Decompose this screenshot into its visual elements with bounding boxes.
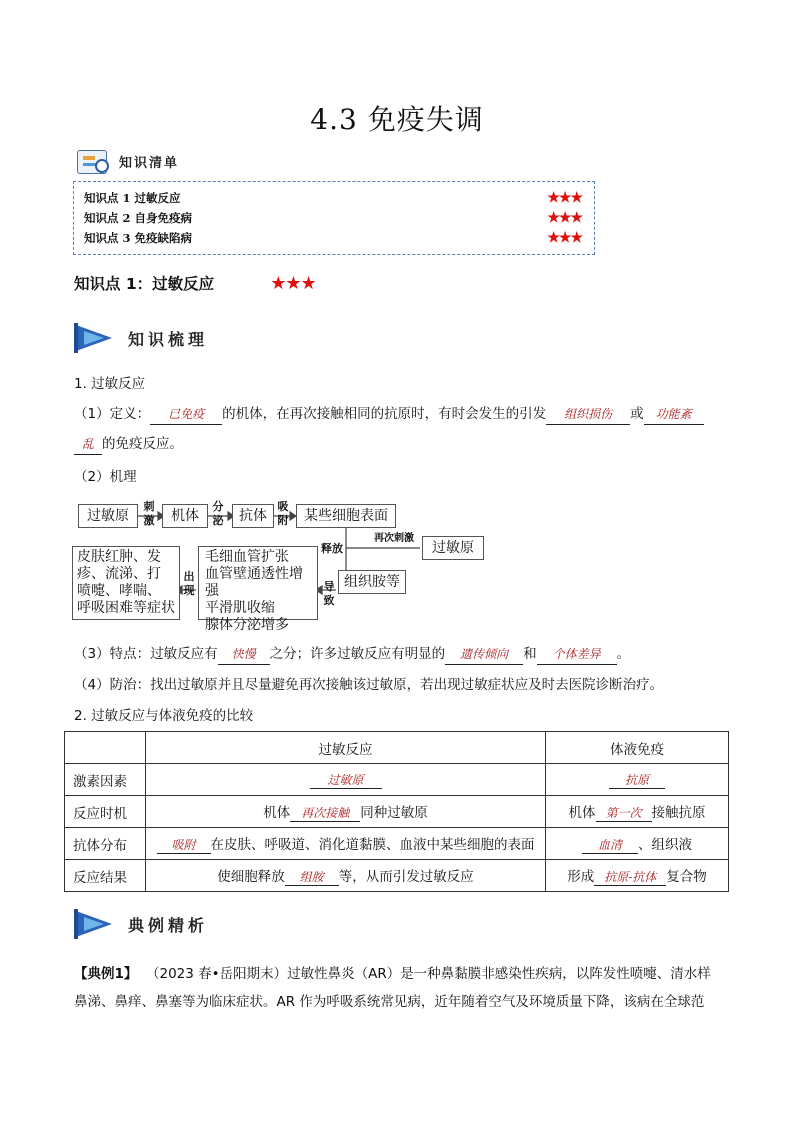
flow-box-antibody: 抗体 <box>232 504 274 528</box>
flow-arrow-label: 刺激 <box>143 500 155 527</box>
fill-blank: 已免疫 <box>150 404 222 425</box>
flow-box-cell-surface: 某些细胞表面 <box>296 504 396 528</box>
table-header-row: 过敏反应 体液免疫 <box>65 732 729 764</box>
knowledge-point-heading: 知识点 1：过敏反应 ★★★ <box>74 273 316 294</box>
rating-stars: ★★★ <box>270 273 316 294</box>
knowledge-list-title: 知识清单 <box>119 155 180 171</box>
flow-arrow-label: 分泌 <box>212 500 224 527</box>
flow-arrow-label: 再次刺激 <box>374 533 414 544</box>
mechanism-heading: （2）机理 <box>74 469 137 485</box>
table-row: 激素因素 过敏原 抗原 <box>65 764 729 796</box>
flow-box-allergen-again: 过敏原 <box>422 536 484 560</box>
knowledge-list-item: 知识点 3 免疫缺陷病 ★★★ <box>84 230 582 246</box>
comparison-table <box>64 731 729 892</box>
table-row: 抗体分布 吸附 在皮肤、呼吸道、消化道黏膜、血液中某些细胞的表面 血清 、组织液 <box>65 828 729 860</box>
fill-blank: 个体差异 <box>537 644 617 665</box>
knowledge-list-item: 知识点 2 自身免疫病 ★★★ <box>84 210 582 226</box>
flow-box-histamine: 组织胺等 <box>338 570 406 594</box>
definition-paragraph-cont: 乱 的免疫反应。 <box>74 434 183 455</box>
example-tag: 【典例1】 <box>74 966 138 982</box>
definition-paragraph: （1）定义： 已免疫 的机体，在再次接触相同的抗原时，有时会发生的引发 组织损伤 或 功能紊 <box>74 404 734 425</box>
table-row: 反应时机 机体 再次接触 同种过敏原 机体 第一次 接触抗原 <box>65 796 729 828</box>
flow-arrow-label: 导致 <box>323 580 335 607</box>
table-row: 反应结果 使细胞释放 组胺 等，从而引发过敏反应 形成 抗原-抗体 复合物 <box>65 860 729 892</box>
fill-blank: 遗传倾向 <box>445 644 523 665</box>
flow-arrow-label: 释放 <box>321 542 343 555</box>
section-heading-examples: 典例精析 <box>72 906 208 942</box>
flow-box-allergen: 过敏原 <box>78 504 138 528</box>
play-arrow-icon <box>72 907 116 941</box>
flow-box-body: 机体 <box>162 504 208 528</box>
flow-arrow-label: 出现 <box>183 570 195 597</box>
knowledge-list-item: 知识点 1 过敏反应 ★★★ <box>84 190 582 206</box>
flow-box-physiological-changes: 毛细血管扩张 血管壁通透性增强 平滑肌收缩 腺体分泌增多 <box>198 546 318 620</box>
fill-blank: 乱 <box>74 434 102 455</box>
heading-allergy: 1. 过敏反应 <box>74 376 146 392</box>
section-heading-review: 知识梳理 <box>72 320 208 356</box>
fill-blank: 功能紊 <box>644 404 704 425</box>
example-paragraph: 【典例1】 （2023 春•岳阳期末）过敏性鼻炎（AR）是一种鼻黏膜非感染性疾病，以阵发性喷嚏、清水样 鼻涕、鼻痒、鼻塞等为临床症状。AR 作为呼吸系统常见病，近年随着空气及环境质量下降，该病在全球范 <box>74 966 711 1010</box>
comparison-heading: 2. 过敏反应与体液免疫的比较 <box>74 708 254 724</box>
page-title: 4.3 免疫失调 <box>310 103 484 136</box>
flow-arrow-label: 吸附 <box>277 500 289 527</box>
flow-box-symptoms: 皮肤红肿、发 疹、流涕、打 喷嚏、哮喘、 呼吸困难等症状 <box>72 546 180 620</box>
fill-blank: 组织损伤 <box>546 404 630 425</box>
prevention-paragraph: （4）防治：找出过敏原并且尽量避免再次接触该过敏原，若出现过敏症状应及时去医院诊断治疗。 <box>74 677 664 693</box>
fill-blank: 快慢 <box>218 644 270 665</box>
features-paragraph: （3）特点：过敏反应有 快慢 之分；许多过敏反应有明显的 遗传倾向 和 个体差异 。 <box>74 644 734 665</box>
